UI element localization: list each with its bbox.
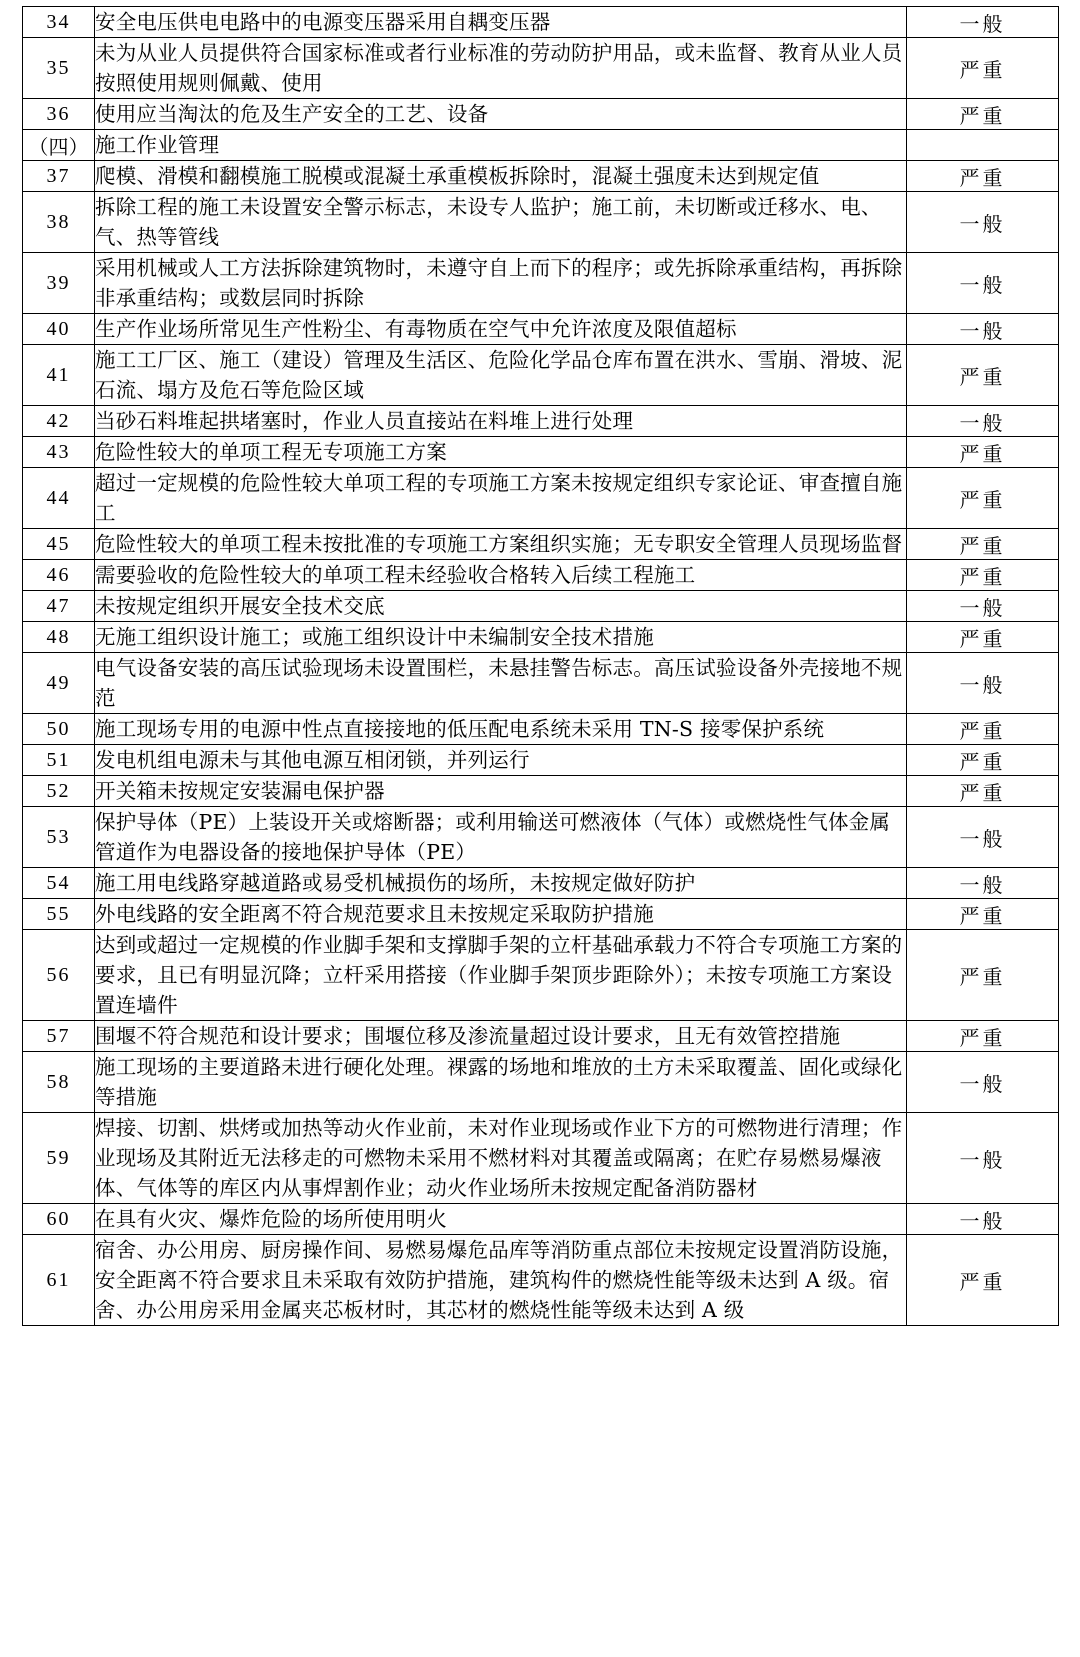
table-row (23, 192, 1059, 253)
table-row (23, 930, 1059, 1021)
table-row (23, 1052, 1059, 1113)
row-level: 严重 (907, 776, 1059, 807)
row-content: 达到或超过一定规模的作业脚手架和支撑脚手架的立杆基础承载力不符合专项施工方案的要求，且已有明显沉降；立杆采用搭接（作业脚手架顶步距除外）；未按专项施工方案设置连墙件 (95, 930, 907, 1021)
row-content: 外电线路的安全距离不符合规范要求且未按规定采取防护措施 (95, 899, 907, 930)
row-number: 41 (23, 345, 95, 406)
row-content: 拆除工程的施工未设置安全警示标志，未设专人监护；施工前，未切断或迁移水、电、气、热等管线 (95, 192, 907, 253)
row-content: 当砂石料堆起拱堵塞时，作业人员直接站在料堆上进行处理 (95, 406, 907, 437)
table-row (23, 38, 1059, 99)
table-row (23, 437, 1059, 468)
row-content: 发电机组电源未与其他电源互相闭锁，并列运行 (95, 745, 907, 776)
section-number: （四） (23, 130, 95, 161)
row-level: 一般 (907, 406, 1059, 437)
row-level: 一般 (907, 653, 1059, 714)
table-row (23, 591, 1059, 622)
row-content: 施工现场的主要道路未进行硬化处理。裸露的场地和堆放的土方未采取覆盖、固化或绿化等措施 (95, 1052, 907, 1113)
row-number: 58 (23, 1052, 95, 1113)
row-number: 43 (23, 437, 95, 468)
row-number: 46 (23, 560, 95, 591)
row-content: 使用应当淘汰的危及生产安全的工艺、设备 (95, 99, 907, 130)
row-content: 需要验收的危险性较大的单项工程未经验收合格转入后续工程施工 (95, 560, 907, 591)
row-number: 51 (23, 745, 95, 776)
table-row (23, 99, 1059, 130)
row-level: 一般 (907, 314, 1059, 345)
table-row (23, 714, 1059, 745)
hazard-table-body (23, 7, 1059, 1326)
row-level: 严重 (907, 529, 1059, 560)
table-row (23, 7, 1059, 38)
row-level: 一般 (907, 1052, 1059, 1113)
table-row (23, 745, 1059, 776)
row-number: 42 (23, 406, 95, 437)
row-number: 45 (23, 529, 95, 560)
row-content: 采用机械或人工方法拆除建筑物时，未遵守自上而下的程序；或先拆除承重结构，再拆除非承重结构；或数层同时拆除 (95, 253, 907, 314)
row-level: 严重 (907, 899, 1059, 930)
row-content: 安全电压供电电路中的电源变压器采用自耦变压器 (95, 7, 907, 38)
row-content: 无施工组织设计施工；或施工组织设计中未编制安全技术措施 (95, 622, 907, 653)
row-level: 一般 (907, 868, 1059, 899)
row-content: 施工工厂区、施工（建设）管理及生活区、危险化学品仓库布置在洪水、雪崩、滑坡、泥石流、塌方及危石等危险区域 (95, 345, 907, 406)
row-level: 严重 (907, 714, 1059, 745)
table-row (23, 253, 1059, 314)
hazard-table (22, 6, 1059, 1326)
table-row (23, 161, 1059, 192)
row-number: 60 (23, 1204, 95, 1235)
row-number: 57 (23, 1021, 95, 1052)
row-level: 一般 (907, 192, 1059, 253)
row-level: 一般 (907, 807, 1059, 868)
row-content: 生产作业场所常见生产性粉尘、有毒物质在空气中允许浓度及限值超标 (95, 314, 907, 345)
row-level: 严重 (907, 1235, 1059, 1326)
table-section-row (23, 130, 1059, 161)
row-number: 34 (23, 7, 95, 38)
row-number: 47 (23, 591, 95, 622)
table-row (23, 314, 1059, 345)
row-number: 44 (23, 468, 95, 529)
table-row (23, 1235, 1059, 1326)
row-level (907, 130, 1059, 161)
row-number: 35 (23, 38, 95, 99)
row-content: 施工用电线路穿越道路或易受机械损伤的场所，未按规定做好防护 (95, 868, 907, 899)
row-content: 宿舍、办公用房、厨房操作间、易燃易爆危品库等消防重点部位未按规定设置消防设施，安全距离不符合要求且未采取有效防护措施，建筑构件的燃烧性能等级未达到 A 级。宿舍、办公用房采用金属夹芯板材时，其芯材的燃烧性能等级未达到 A 级 (95, 1235, 907, 1326)
table-row (23, 776, 1059, 807)
table-row (23, 1021, 1059, 1052)
row-level: 一般 (907, 253, 1059, 314)
row-level: 严重 (907, 437, 1059, 468)
row-level: 严重 (907, 38, 1059, 99)
row-content: 保护导体（PE）上装设开关或熔断器；或利用输送可燃液体（气体）或燃烧性气体金属管道作为电器设备的接地保护导体（PE） (95, 807, 907, 868)
row-level: 一般 (907, 1113, 1059, 1204)
row-content: 施工现场专用的电源中性点直接接地的低压配电系统未采用 TN-S 接零保护系统 (95, 714, 907, 745)
row-number: 52 (23, 776, 95, 807)
row-level: 严重 (907, 560, 1059, 591)
row-number: 53 (23, 807, 95, 868)
row-level: 严重 (907, 745, 1059, 776)
table-row (23, 653, 1059, 714)
table-row (23, 899, 1059, 930)
row-number: 38 (23, 192, 95, 253)
row-content: 未按规定组织开展安全技术交底 (95, 591, 907, 622)
row-number: 36 (23, 99, 95, 130)
table-row (23, 622, 1059, 653)
table-row (23, 529, 1059, 560)
row-number: 39 (23, 253, 95, 314)
row-number: 50 (23, 714, 95, 745)
table-row (23, 1113, 1059, 1204)
row-level: 严重 (907, 161, 1059, 192)
row-level: 一般 (907, 1204, 1059, 1235)
row-content: 爬模、滑模和翻模施工脱模或混凝土承重模板拆除时，混凝土强度未达到规定值 (95, 161, 907, 192)
row-content: 围堰不符合规范和设计要求；围堰位移及渗流量超过设计要求，且无有效管控措施 (95, 1021, 907, 1052)
section-title: 施工作业管理 (95, 130, 907, 161)
row-level: 一般 (907, 591, 1059, 622)
table-row (23, 807, 1059, 868)
row-level: 一般 (907, 7, 1059, 38)
row-number: 37 (23, 161, 95, 192)
row-level: 严重 (907, 930, 1059, 1021)
row-level: 严重 (907, 468, 1059, 529)
row-content: 未为从业人员提供符合国家标准或者行业标准的劳动防护用品，或未监督、教育从业人员按照使用规则佩戴、使用 (95, 38, 907, 99)
row-level: 严重 (907, 99, 1059, 130)
row-content: 电气设备安装的高压试验现场未设置围栏，未悬挂警告标志。高压试验设备外壳接地不规范 (95, 653, 907, 714)
row-content: 危险性较大的单项工程无专项施工方案 (95, 437, 907, 468)
row-number: 55 (23, 899, 95, 930)
row-number: 49 (23, 653, 95, 714)
row-number: 59 (23, 1113, 95, 1204)
row-content: 超过一定规模的危险性较大单项工程的专项施工方案未按规定组织专家论证、审查擅自施工 (95, 468, 907, 529)
row-content: 危险性较大的单项工程未按批准的专项施工方案组织实施；无专职安全管理人员现场监督 (95, 529, 907, 560)
row-content: 开关箱未按规定安装漏电保护器 (95, 776, 907, 807)
row-number: 48 (23, 622, 95, 653)
row-number: 40 (23, 314, 95, 345)
row-level: 严重 (907, 345, 1059, 406)
table-row (23, 868, 1059, 899)
table-row (23, 1204, 1059, 1235)
row-level: 严重 (907, 1021, 1059, 1052)
row-content: 焊接、切割、烘烤或加热等动火作业前，未对作业现场或作业下方的可燃物进行清理；作业现场及其附近无法移走的可燃物未采用不燃材料对其覆盖或隔离；在贮存易燃易爆液体、气体等的库区内从事焊割作业；动火作业场所未按规定配备消防器材 (95, 1113, 907, 1204)
table-row (23, 468, 1059, 529)
row-number: 61 (23, 1235, 95, 1326)
table-row (23, 345, 1059, 406)
table-row (23, 406, 1059, 437)
row-content: 在具有火灾、爆炸危险的场所使用明火 (95, 1204, 907, 1235)
table-row (23, 560, 1059, 591)
row-number: 54 (23, 868, 95, 899)
row-level: 严重 (907, 622, 1059, 653)
row-number: 56 (23, 930, 95, 1021)
